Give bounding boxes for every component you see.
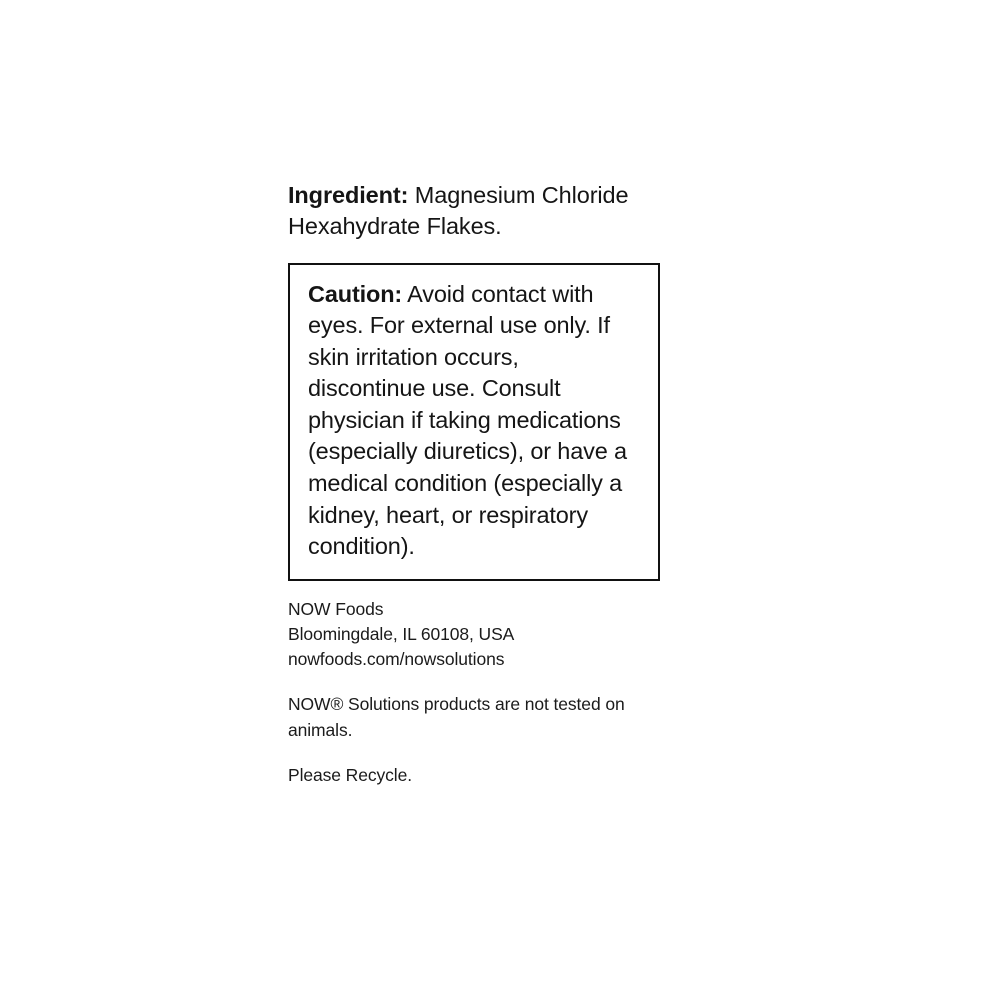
caution-label: Caution:	[308, 280, 403, 307]
recycle-notice: Please Recycle.	[288, 764, 412, 785]
company-name: NOW Foods	[288, 598, 384, 619]
ingredient-label: Ingredient:	[288, 182, 409, 208]
company-city-state-zip: Bloomingdale, IL 60108, USA	[288, 624, 515, 645]
ingredient-value: Magnesium Chloride Hexahydrate Flakes.	[288, 182, 629, 240]
ingredient-section	[288, 180, 678, 243]
caution-section	[308, 279, 642, 563]
animal-testing-notice: NOW® Solutions products are not tested on animals.	[288, 694, 625, 740]
company-website: nowfoods.com/nowsolutions	[288, 649, 505, 670]
caution-box	[288, 263, 660, 581]
manufacturer-address	[288, 597, 688, 673]
product-label-panel	[288, 180, 688, 788]
caution-value: Avoid contact with eyes. For external use only. If skin irritation occurs, discontinue use. Consult physician if taking medications (especially diuretics), or have a medical condition (especially a kidney, heart, or respiratory condition).	[308, 280, 627, 560]
